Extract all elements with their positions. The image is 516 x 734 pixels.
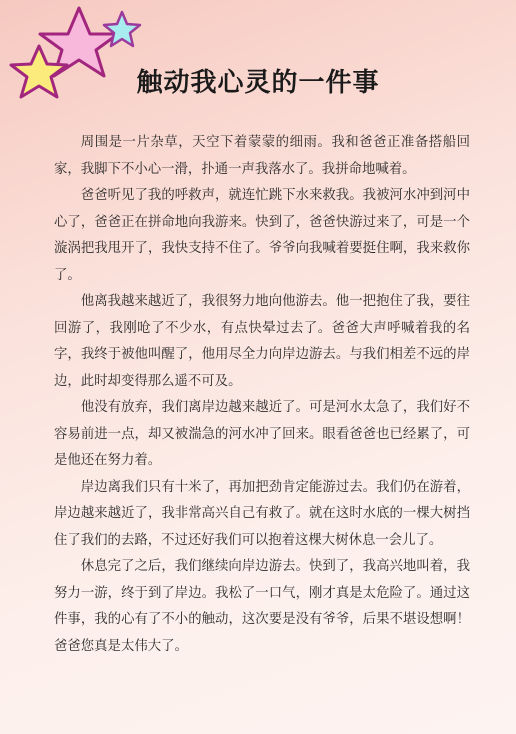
paragraph: 他离我越来越近了，我很努力地向他游去。他一把抱住了我，要往回游了，我刚呛了不少水，有点快晕过去了。爸爸大声呼喊着我的名字，我终于被他叫醒了，他用尽全力向岸边游去。与我们相差不远的岸边，此时却变得那么遥不可及。 xyxy=(54,294,470,389)
page-title: 触动我心灵的一件事 xyxy=(136,68,380,98)
paragraph: 岸边离我们只有十米了，再加把劲肯定能游过去。我们仍在游着，岸边越来越近了，我非常高兴自己有救了。就在这时水底的一棵大树挡住了我们的去路，不过还好我们可以抱着这棵大树休息一会儿了。 xyxy=(54,479,470,548)
paragraph: 周围是一片杂草，天空下着蒙蒙的细雨。我和爸爸正准备搭船回家，我脚下不小心一滑，扑通一声我落水了。我拼命地喊着。 xyxy=(54,135,470,177)
paragraph: 爸爸听见了我的呼救声，就连忙跳下水来救我。我被河水冲到河中心了，爸爸正在拼命地向我游来。快到了，爸爸快游过来了，可是一个漩涡把我甩开了，我快支持不住了。爷爷向我喊着要挺住啊，我来救你了。 xyxy=(54,188,470,283)
paragraph: 休息完了之后，我们继续向岸边游去。快到了，我高兴地叫着，我努力一游，终于到了岸边。我松了一口气，刚才真是太危险了。通过这件事，我的心有了不小的触动，这次要是没有爷爷，后果不堪设想啊！爸爸您真是太伟大了。 xyxy=(54,559,470,654)
essay-body xyxy=(54,130,470,660)
paragraph: 他没有放弃，我们离岸边越来越近了。可是河水太急了，我们好不容易前进一点，却又被湍急的河水冲了回来。眼看爸爸也已经累了，可是他还在努力着。 xyxy=(54,400,470,468)
